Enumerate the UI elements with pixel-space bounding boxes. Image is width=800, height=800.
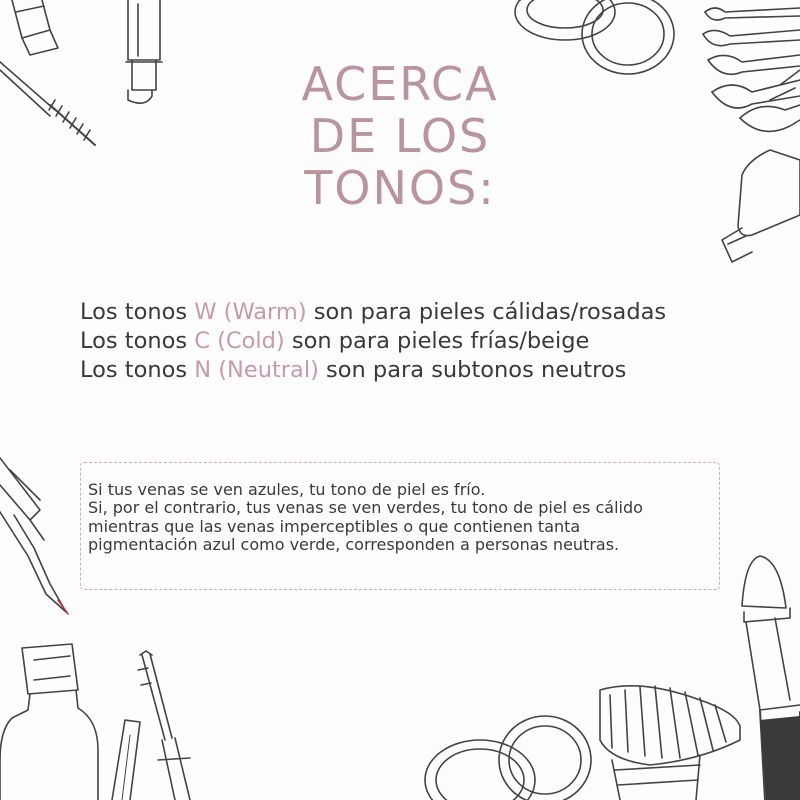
tone-description: son para pieles frías/beige [284, 328, 590, 354]
tone-prefix: Los tonos [80, 299, 195, 325]
kabuki-brush-icon [600, 686, 740, 800]
note-line: Si, por el contrario, tus venas se ven verdes, tu tono de piel es cálido [88, 498, 643, 518]
tone-code: N (Neutral) [194, 357, 319, 383]
mascara-tube-icon [112, 651, 190, 800]
mascara-wand-icon [0, 62, 95, 145]
pencil-cap-icon [12, 0, 58, 55]
tone-code: W (Warm) [194, 299, 307, 325]
tone-line-neutral [80, 356, 760, 385]
title-line: ACERCA [301, 57, 499, 111]
title-line: DE LOS [309, 109, 491, 163]
tone-code: C (Cold) [194, 328, 285, 354]
bottle-icon [722, 150, 800, 262]
note-line: Si tus venas se ven azules, tu tono de piel es frío. [88, 480, 486, 499]
tone-description: son para pieles cálidas/rosadas [306, 299, 667, 325]
page-title [230, 58, 570, 214]
tone-line-cold [80, 327, 760, 356]
tone-line-warm [80, 298, 760, 327]
note-line: mientras que las venas imperceptibles o que contienen tanta [88, 516, 581, 536]
tone-list [80, 298, 760, 385]
vein-tip-box [80, 462, 720, 590]
tone-prefix: Los tonos [80, 328, 195, 354]
lotion-tube-icon [0, 644, 98, 800]
makeup-brushes-icon [703, 8, 800, 131]
note-line: pigmentación azul como verde, corresponden a personas neutras. [88, 535, 620, 555]
compact-bottom-icon [425, 716, 591, 800]
title-line: TONOS: [304, 161, 496, 215]
tone-description: son para subtonos neutros [318, 357, 627, 383]
lipstick-icon [126, 0, 162, 103]
tone-prefix: Los tonos [80, 357, 195, 383]
eyeliner-pen-icon [0, 458, 68, 614]
lipstick-right-icon [742, 556, 800, 800]
